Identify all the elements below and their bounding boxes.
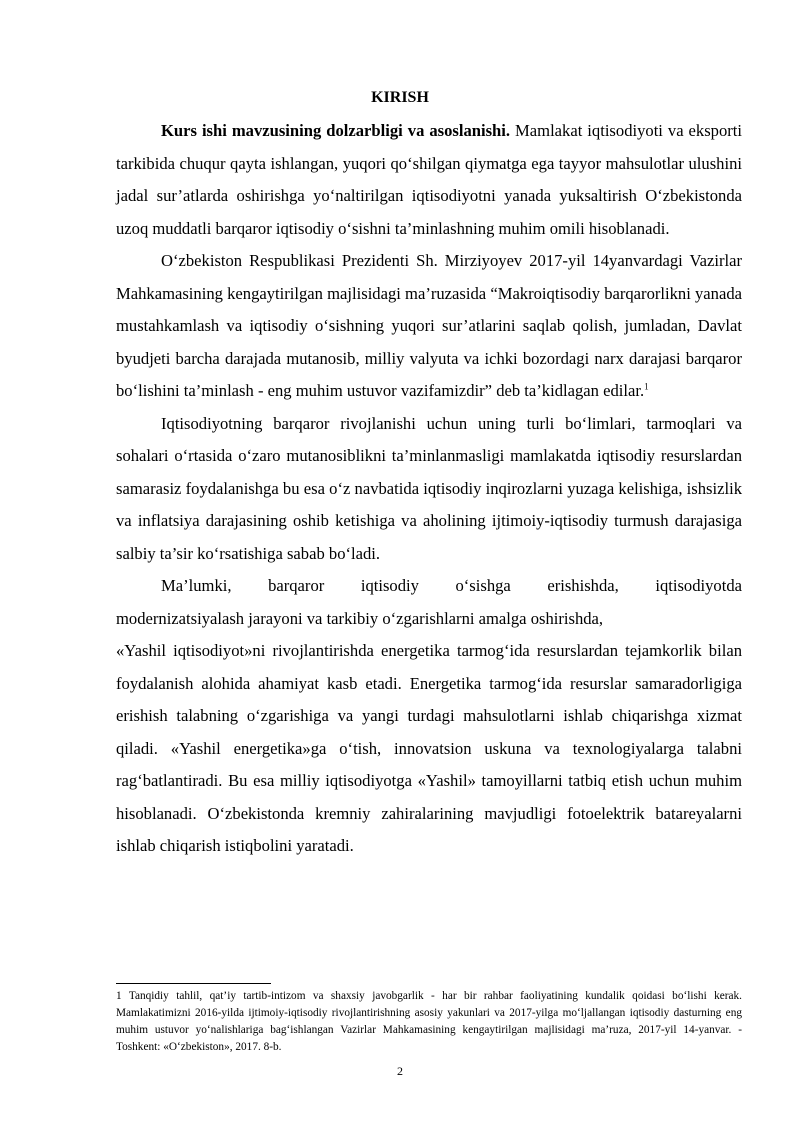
paragraph-known-line: Ma’lumki, barqaror iqtisodiy o‘sishga erishishda, iqtisodiyotda [161, 576, 742, 595]
footnote-text: 1 Tanqidiy tahlil, qat’iy tartib-intizom va shaxsiy javobgarlik - har bir rahbar faoliyatining kundalik qoidasi bo‘lishi kerak. Mamlakatimizni 2016-yilda ijtimoiy-iqtisodiy rivojlantirishning asosiy yakunlari va 2017-yilga mo‘ljallangan iqtisodiy dasturning eng muhim ustuvor yo‘nalishlariga bag‘ishlangan Vazirlar Mahkamasining kengaytirilgan majlisidagi ma’ruza, 2017-yil 14-yanvar. - Toshkent: «O‘zbekiston», 2017. 8-b. [116, 990, 742, 1053]
section-title: KIRISH [371, 89, 429, 106]
paragraph-president-speech [116, 245, 742, 408]
paragraph-president-speech-text: O‘zbekiston Respublikasi Prezidenti Sh. Mirziyoyev 2017-yil 14yanvardagi Vazirlar Mahkamasining kengaytirilgan majlisidagi ma’ruzasida “Makroiqtisodiy barqarorlikni yanada mustahkamlash va iqtisodiy o‘sishning yuqori sur’atlarini saqlab qolish, jumladan, Davlat byudjeti barcha darajada mutanosib, milliy valyuta va ichki bozordagi narx darajasi barqaror bo‘lishini ta’minlash - eng muhim ustuvor vazifamizdir” deb ta’kidlagan edilar. [116, 251, 742, 400]
paragraph-relevance [116, 115, 742, 245]
paragraph-sustainable-development: Iqtisodiyotning barqaror rivojlanishi uchun uning turli bo‘limlari, tarmoqlari va sohalari o‘rtasida o‘zaro mutanosiblikni ta’minlanmasligi mamlakatda iqtisodiy resurslardan samarasiz foydalanishga bu esa o‘z navbatida iqtisodiy inqirozlarni yuzaga kelishiga, ishsizlik va inflatsiya darajasining oshib ketishiga va aholining ijtimoiy-iqtisodiy turmush darajasiga salbiy ta’sir ko‘rsatishiga sabab bo‘ladi. [116, 413, 742, 563]
footnote-separator [116, 983, 271, 984]
body-text [116, 115, 742, 863]
footnote-reference[interactable]: 1 [644, 381, 649, 392]
paragraph-relevance-text: Mamlakat iqtisodiyoti va eksporti tarkibida chuqur qayta ishlangan, yuqori qo‘shilgan qiymatga ega tayyor mahsulotlar ulushini jadal sur’atlarda oshirishga yo‘naltirilgan iqtisodiyotni yanada yuksaltirish O‘zbekistonda uzoq muddatli barqaror iqtisodiy o‘sishni ta’minlashning muhim omili hisoblanadi. [116, 121, 743, 238]
page-number: 2 [397, 1064, 403, 1078]
paragraph-lead-heading: Kurs ishi mavzusining dolzarbligi va asoslanishi. [161, 121, 511, 140]
paragraph-modernization-line: modernizatsiyalash jarayoni va tarkibiy o‘zgarishlarni amalga oshirishda, [116, 608, 604, 628]
paragraph-green-economy: «Yashil iqtisodiyot»ni rivojlantirishda energetika tarmog‘ida resurslardan tejamkorlik bilan foydalanish alohida ahamiyat kasb etadi. Energetika tarmog‘ida resurslar samaradorligiga erishish talabning o‘zgarishiga va yangi turdagi mahsulotlarni ishlab chiqarishga xizmat qiladi. «Yashil energetika»ga o‘tish, innovatsion uskuna va texnologiyalarga talabni rag‘batlantiradi. Bu esa milliy iqtisodiyotga «Yashil» tamoyillarni tatbiq etish uchun muhim hisoblanadi. O‘zbekistonda kremniy zahiralarining mavjudligi fotoelektrik batareyalarni ishlab chiqarish istiqbolini yaratadi. [116, 641, 742, 855]
